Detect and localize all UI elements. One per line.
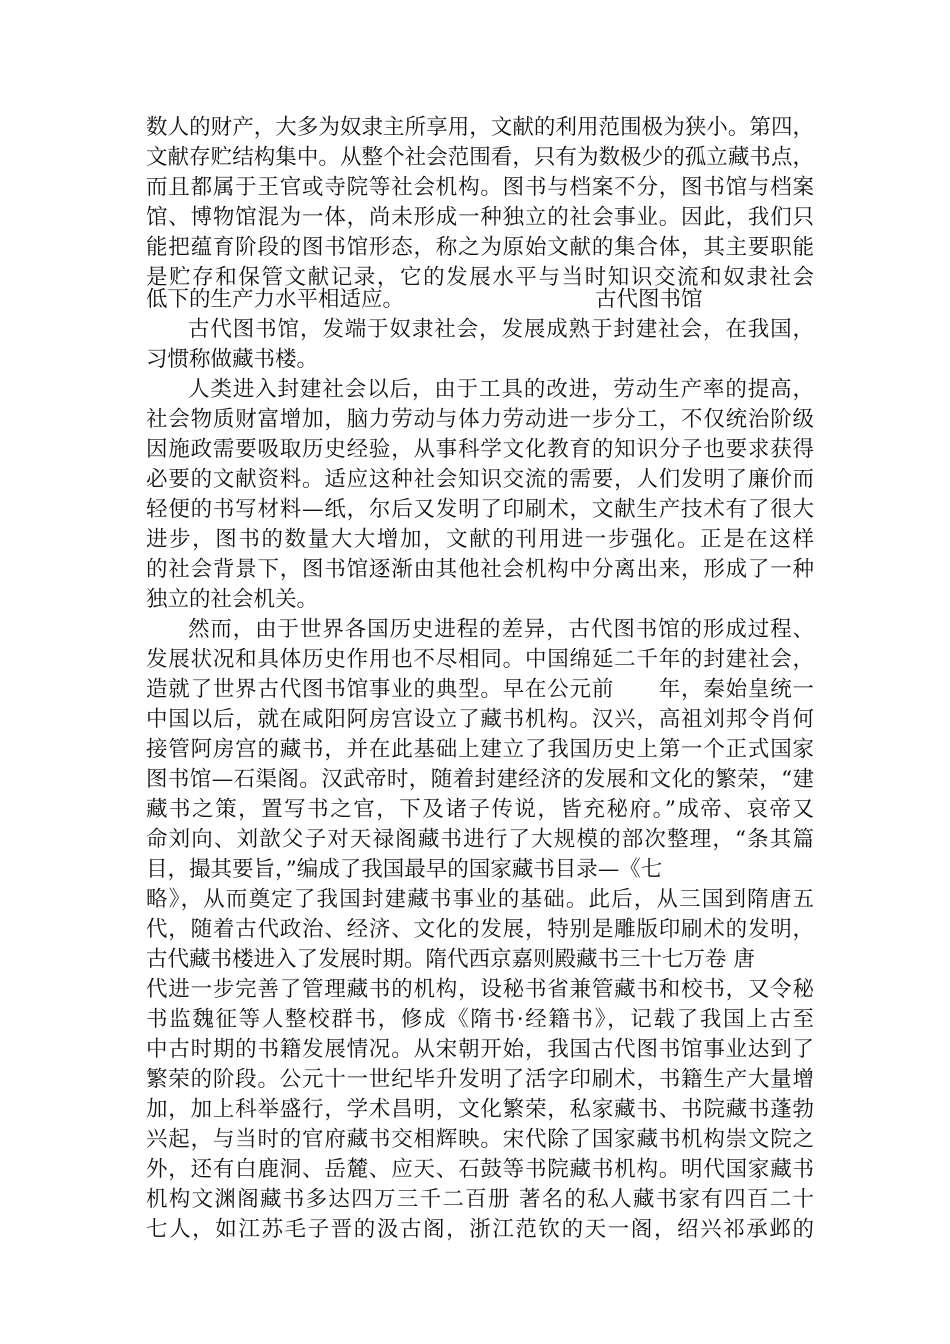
text-line-2: 文献存贮结构集中。从整个社会范围看，只有为数极少的孤立藏书点，	[146, 145, 814, 170]
text-line-23: 图书馆—石渠阁。汉武帝时，随着封建经济的发展和文化的繁荣，“建	[146, 767, 814, 792]
text-line-3: 而且都属于王官或寺院等社会机构。图书与档案不分，图书馆与档案	[146, 175, 814, 200]
text-line-13: 必要的文献资料。适应这种社会知识交流的需要，人们发明了廉价而	[146, 467, 814, 492]
text-line-20: 造就了世界古代图书馆事业的典型。早在公元前 年，秦始皇统一	[146, 677, 814, 702]
text-line-16: 的社会背景下，图书馆逐渐由其他社会机构中分离出来，形成了一种	[146, 557, 814, 582]
text-line-1: 数人的财产，大多为奴隶主所享用，文献的利用范围极为狭小。第四，	[146, 115, 814, 140]
text-line-37: 机构文渊阁藏书多达四万三千二百册 著名的私人藏书家有四百二十	[146, 1187, 814, 1212]
section-heading: 古代图书馆	[595, 287, 703, 312]
text-line-35: 兴起，与当时的官府藏书交相辉映。宋代除了国家藏书机构崇文院之	[146, 1127, 814, 1152]
text-line-36: 外，还有白鹿洞、岳麓、应天、石鼓等书院藏书机构。明代国家藏书	[146, 1157, 814, 1182]
text-line-6: 是贮存和保管文献记录，它的发展水平与当时知识交流和奴隶社会	[146, 265, 814, 290]
text-line-25: 命刘向、刘歆父子对天禄阁藏书进行了大规模的部次整理，“条其篇	[146, 827, 814, 852]
text-line-4: 馆、博物馆混为一体，尚未形成一种独立的社会事业。因此，我们只	[146, 205, 814, 230]
text-line-32: 中古时期的书籍发展情况。从宋朝开始，我国古代图书馆事业达到了	[146, 1037, 814, 1062]
text-line-28: 代，随着古代政治、经济、文化的发展，特别是雕版印刷术的发明，	[146, 917, 814, 942]
text-line-19: 发展状况和具体历史作用也不尽相同。中国绵延二千年的封建社会，	[146, 647, 814, 672]
text-line-10: 人类进入封建社会以后，由于工具的改进，劳动生产率的提高，	[188, 377, 814, 402]
text-line-29: 古代藏书楼进入了发展时期。隋代西京嘉则殿藏书三十七万卷 唐	[146, 947, 755, 972]
text-line-26: 目，撮其要旨，”编成了我国最早的国家藏书目录—《七	[146, 857, 663, 882]
text-line-17: 独立的社会机关。	[146, 587, 319, 612]
text-line-9: 习惯称做藏书楼。	[146, 347, 319, 372]
text-line-38: 七人，如江苏毛子晋的汲古阁，浙江范钦的天一阁，绍兴祁承邺的	[146, 1217, 814, 1242]
text-line-27: 略》，从而奠定了我国封建藏书事业的基础。此后，从三国到隋唐五	[146, 887, 814, 912]
text-line-22: 接管阿房宫的藏书，并在此基础上建立了我国历史上第一个正式国家	[146, 737, 814, 762]
text-line-11: 社会物质财富增加，脑力劳动与体力劳动进一步分工，不仅统治阶级	[146, 407, 814, 432]
text-line-15: 进步，图书的数量大大增加，文献的刊用进一步强化。正是在这样	[146, 527, 814, 552]
text-line-7: 低下的生产力水平相适应。	[146, 287, 405, 312]
text-line-34: 加，加上科举盛行，学术昌明，文化繁荣，私家藏书、书院藏书蓬勃	[146, 1097, 814, 1122]
text-line-24: 藏书之策，置写书之官，下及诸子传说，皆充秘府。”成帝、哀帝又	[146, 797, 814, 822]
text-line-18: 然而，由于世界各国历史进程的差异，古代图书馆的形成过程、	[188, 617, 814, 642]
text-line-21: 中国以后，就在咸阳阿房宫设立了藏书机构。汉兴，高祖刘邦令肖何	[146, 707, 814, 732]
text-line-30: 代进一步完善了管理藏书的机构，设秘书省兼管藏书和校书，又令秘	[146, 977, 814, 1002]
text-line-12: 因施政需要吸取历史经验，从事科学文化教育的知识分子也要求获得	[146, 437, 814, 462]
text-line-33: 繁荣的阶段。公元十一世纪毕升发明了活字印刷术，书籍生产大量增	[146, 1067, 814, 1092]
text-line-14: 轻便的书写材料—纸，尔后又发明了印刷术，文献生产技术有了很大	[146, 497, 814, 522]
text-line-5: 能把蕴育阶段的图书馆形态，称之为原始文献的集合体，其主要职能	[146, 235, 814, 260]
text-line-31: 书监魏征等人整校群书，修成《隋书·经籍书》，记载了我国上古至	[146, 1007, 814, 1032]
text-line-8: 古代图书馆，发端于奴隶社会，发展成熟于封建社会，在我国，	[188, 317, 814, 342]
